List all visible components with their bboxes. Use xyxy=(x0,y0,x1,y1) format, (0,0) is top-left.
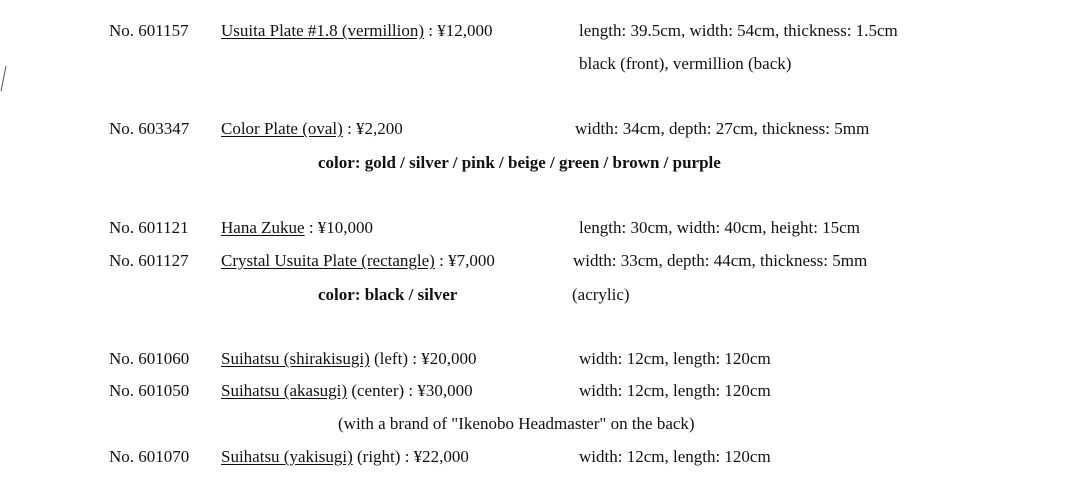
product-name[interactable]: Hana Zukue xyxy=(221,218,305,237)
product-spec: length: 39.5cm, width: 54cm, thickness: 1.5cm xyxy=(579,21,898,40)
product-name[interactable]: Suihatsu (akasugi) xyxy=(221,381,348,400)
product-item xyxy=(221,348,476,370)
product-number: No. 601121 xyxy=(109,218,189,237)
product-spec: width: 12cm, length: 120cm xyxy=(579,447,771,466)
product-spec: width: 34cm, depth: 27cm, thickness: 5mm xyxy=(575,119,870,138)
product-number: No. 601127 xyxy=(109,251,189,270)
product-item xyxy=(221,118,403,140)
product-suffix: (left) xyxy=(369,349,408,368)
product-spec: length: 30cm, width: 40cm, height: 15cm xyxy=(579,218,860,237)
product-spec: width: 33cm, depth: 44cm, thickness: 5mm xyxy=(573,251,868,270)
product-item xyxy=(221,446,469,468)
product-price: : ¥10,000 xyxy=(304,218,374,237)
suihatsu-brand-note: (with a brand of "Ikenobo Headmaster" on the back) xyxy=(338,414,695,433)
product-name[interactable]: Suihatsu (shirakisugi) xyxy=(221,349,370,368)
crystal-colors: color: black / silver xyxy=(318,285,458,304)
product-suffix: (center) xyxy=(347,381,405,400)
usuita-color-note: black (front), vermillion (back) xyxy=(579,54,792,73)
product-price: : ¥30,000 xyxy=(404,381,473,400)
product-price: : ¥7,000 xyxy=(434,251,495,270)
product-item xyxy=(221,217,373,239)
crystal-material-note: (acrylic) xyxy=(572,285,630,304)
product-price: : ¥20,000 xyxy=(407,349,477,368)
product-item xyxy=(221,250,495,272)
product-name[interactable]: Crystal Usuita Plate (rectangle) xyxy=(221,251,435,270)
product-item xyxy=(221,380,473,402)
product-name[interactable]: Suihatsu (yakisugi) xyxy=(221,447,353,466)
product-number: No. 601050 xyxy=(109,381,190,400)
product-suffix: (right) xyxy=(352,447,401,466)
color-plate-colors: color: gold / silver / pink / beige / green / brown / purple xyxy=(318,153,721,172)
product-number: No. 601157 xyxy=(109,21,189,40)
product-item xyxy=(221,20,493,42)
product-spec: width: 12cm, length: 120cm xyxy=(579,349,771,368)
product-name[interactable]: Color Plate (oval) xyxy=(221,119,343,138)
product-number: No. 601070 xyxy=(109,447,190,466)
product-number: No. 601060 xyxy=(109,349,190,368)
edge-mark xyxy=(0,62,8,92)
product-price: : ¥22,000 xyxy=(400,447,469,466)
product-name[interactable]: Usuita Plate #1.8 (vermillion) xyxy=(221,21,425,40)
product-number: No. 603347 xyxy=(109,119,190,138)
product-spec: width: 12cm, length: 120cm xyxy=(579,381,771,400)
product-price: : ¥2,200 xyxy=(342,119,403,138)
product-price: : ¥12,000 xyxy=(424,21,493,40)
